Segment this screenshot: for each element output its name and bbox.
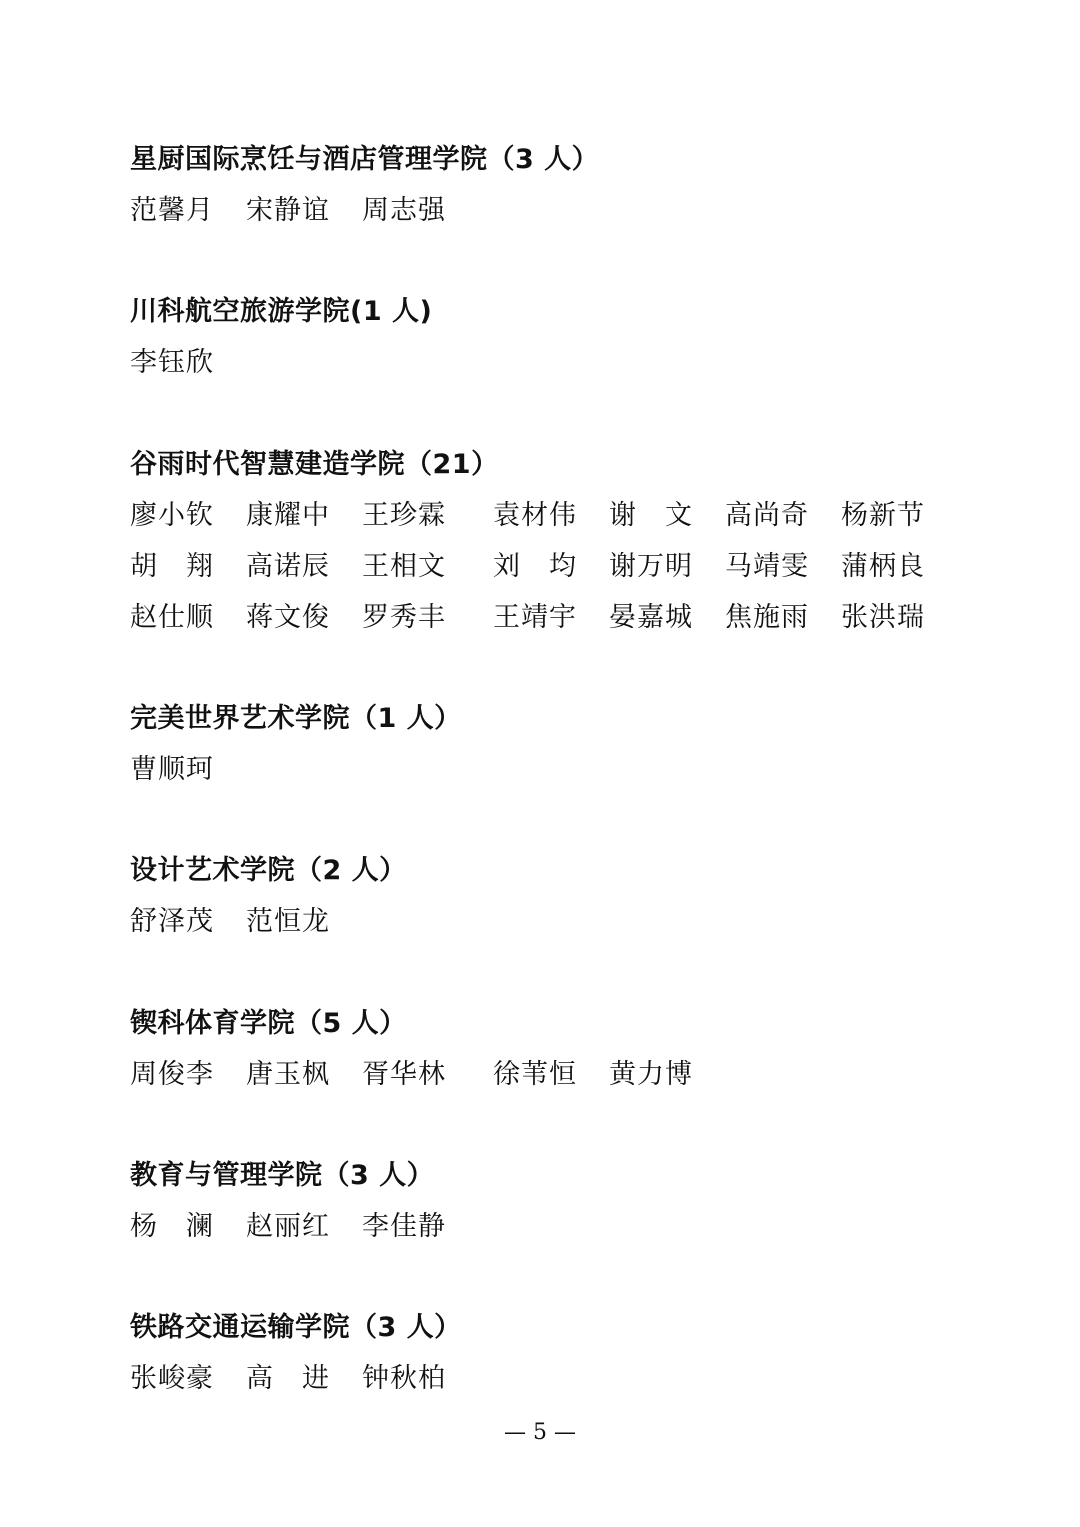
person-name: 蒲柄良 xyxy=(841,551,925,582)
name-list xyxy=(130,753,990,804)
name-row xyxy=(130,1210,990,1261)
name-list xyxy=(130,346,990,397)
person-name: 王靖宇 xyxy=(493,602,577,633)
person-name: 刘 均 xyxy=(493,551,577,582)
section-guyu xyxy=(130,448,990,652)
name-list xyxy=(130,194,990,245)
section-tielu xyxy=(130,1311,990,1413)
person-name: 黄力博 xyxy=(609,1059,693,1090)
section-tiyu xyxy=(130,1007,990,1109)
person-name: 周俊李 xyxy=(130,1059,214,1090)
name-row xyxy=(130,753,990,804)
person-name: 李佳静 xyxy=(362,1211,446,1242)
person-name: 袁材伟 xyxy=(493,500,577,531)
name-row xyxy=(130,346,990,397)
person-name: 谢万明 xyxy=(609,551,693,582)
name-row xyxy=(130,550,990,601)
person-name: 康耀中 xyxy=(246,500,330,531)
name-row xyxy=(130,1362,990,1413)
person-name: 晏嘉城 xyxy=(609,602,693,633)
section-title: 锲科体育学院（5 人） xyxy=(130,1008,407,1039)
person-name: 周志强 xyxy=(362,195,446,226)
person-name: 曹顺珂 xyxy=(130,754,214,785)
name-list xyxy=(130,1210,990,1261)
name-list xyxy=(130,1362,990,1413)
person-name: 李钰欣 xyxy=(130,347,214,378)
person-name: 杨新节 xyxy=(841,500,925,531)
person-name: 高诺辰 xyxy=(246,551,330,582)
person-name: 焦施雨 xyxy=(725,602,809,633)
section-xingchu xyxy=(130,143,990,245)
section-chuanke xyxy=(130,295,990,397)
person-name: 廖小钦 xyxy=(130,500,214,531)
person-name: 谢 文 xyxy=(609,500,693,531)
person-name: 宋静谊 xyxy=(246,195,330,226)
name-row xyxy=(130,601,990,652)
section-title: 谷雨时代智慧建造学院（21） xyxy=(130,449,499,480)
person-name: 范馨月 xyxy=(130,195,214,226)
section-jiaoyu xyxy=(130,1159,990,1261)
person-name: 钟秋柏 xyxy=(362,1363,446,1394)
person-name: 马靖雯 xyxy=(725,551,809,582)
name-list xyxy=(130,499,990,652)
person-name: 高 进 xyxy=(246,1363,330,1394)
name-row xyxy=(130,1058,990,1109)
person-name: 赵丽红 xyxy=(246,1211,330,1242)
section-title: 设计艺术学院（2 人） xyxy=(130,855,407,886)
section-title: 铁路交通运输学院（3 人） xyxy=(130,1312,462,1343)
section-title: 星厨国际烹饪与酒店管理学院（3 人） xyxy=(130,144,600,175)
person-name: 胥华林 xyxy=(362,1059,446,1090)
person-name: 罗秀丰 xyxy=(362,602,446,633)
person-name: 徐苇恒 xyxy=(493,1059,577,1090)
person-name: 张峻豪 xyxy=(130,1363,214,1394)
person-name: 赵仕顺 xyxy=(130,602,214,633)
person-name: 舒泽茂 xyxy=(130,906,214,937)
person-name: 范恒龙 xyxy=(246,906,330,937)
person-name: 张洪瑞 xyxy=(841,602,925,633)
person-name: 蒋文俊 xyxy=(246,602,330,633)
section-wanmei xyxy=(130,702,990,804)
name-row xyxy=(130,499,990,550)
person-name: 胡 翔 xyxy=(130,551,214,582)
name-row xyxy=(130,905,990,956)
section-title: 川科航空旅游学院(1 人) xyxy=(130,296,433,327)
page-number: — 5 — xyxy=(504,1420,576,1445)
section-sheji xyxy=(130,854,990,956)
person-name: 高尚奇 xyxy=(725,500,809,531)
section-title: 教育与管理学院（3 人） xyxy=(130,1160,435,1191)
name-list xyxy=(130,905,990,956)
name-row xyxy=(130,194,990,245)
name-list xyxy=(130,1058,990,1109)
section-title: 完美世界艺术学院（1 人） xyxy=(130,703,462,734)
person-name: 王相文 xyxy=(362,551,446,582)
person-name: 王珍霖 xyxy=(362,500,446,531)
person-name: 杨 澜 xyxy=(130,1211,214,1242)
person-name: 唐玉枫 xyxy=(246,1059,330,1090)
